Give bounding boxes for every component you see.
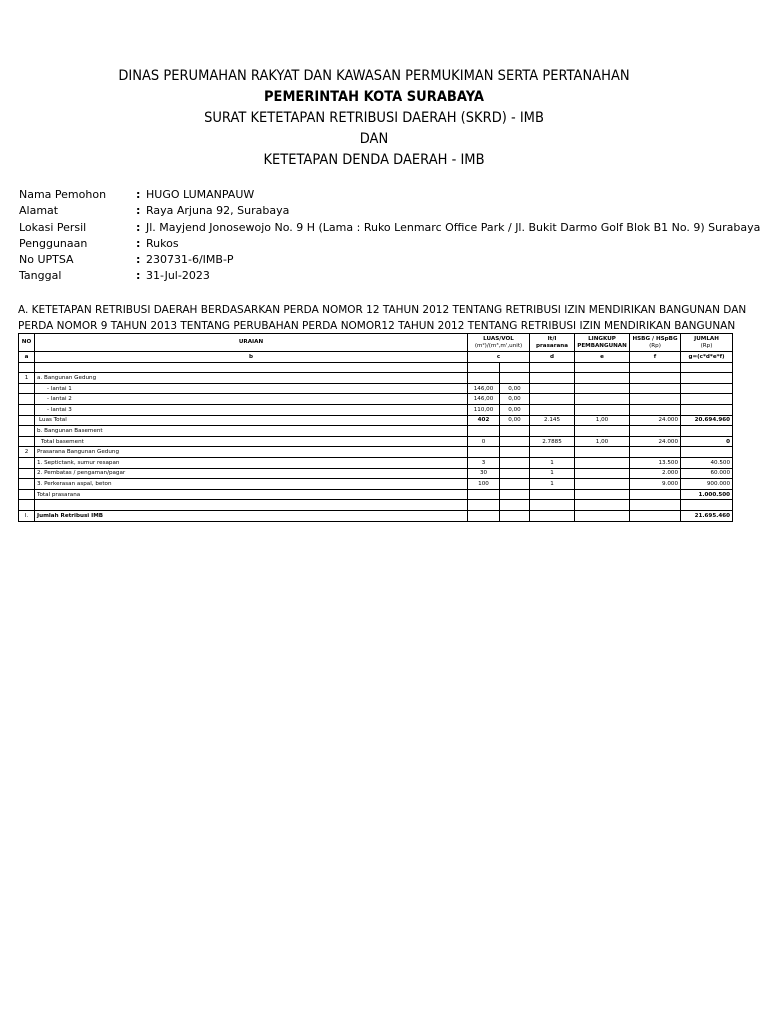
cell-c2	[500, 479, 530, 490]
header-jumlah	[681, 334, 733, 352]
cell-g	[681, 362, 733, 373]
header-hsbg-sub: (Rp)	[649, 342, 661, 349]
cell-d	[530, 447, 575, 458]
cell-no	[19, 500, 35, 511]
cell-d	[530, 362, 575, 373]
cell-f	[630, 426, 681, 437]
header-luas-unit: (m²)/(m³,m',unit)	[474, 342, 523, 349]
cell-c2	[500, 373, 530, 384]
info-label: Tanggal	[19, 269, 62, 283]
cell-no	[19, 489, 35, 500]
cell-e	[575, 447, 630, 458]
cell-uraian	[35, 362, 468, 373]
table-row	[19, 500, 733, 511]
document-title: SURAT KETETAPAN RETRIBUSI DAERAH (SKRD) - IMB	[204, 110, 544, 126]
section-a-line2: PERDA NOMOR 9 TAHUN 2013 TENTANG PERUBAHAN PERDA NOMOR12 TAHUN 2012 TENTANG RETRIBUSI IZIN MENDIRIKAN BANGUNAN	[18, 320, 736, 332]
cell-e	[575, 383, 630, 394]
letter-g: g=(c*d*e*f)	[681, 352, 733, 363]
cell-c1	[468, 373, 500, 384]
header-lingkup-sub: PEMBANGUNAN	[577, 342, 627, 349]
cell-no	[19, 362, 35, 373]
header-uraian: URAIAN	[35, 334, 468, 352]
conjunction: DAN	[359, 131, 389, 147]
table-row	[19, 383, 733, 394]
letter-a: a	[19, 352, 35, 363]
cell-c1: 146,00	[468, 394, 500, 405]
cell-c1	[468, 426, 500, 437]
cell-no: 1	[19, 373, 35, 384]
cell-uraian: 2. Pembatas / pengaman/pagar	[35, 468, 468, 479]
cell-uraian: Total basement	[35, 436, 468, 447]
table-row	[19, 468, 733, 479]
info-colon: :	[136, 220, 141, 234]
cell-f: 13.500	[630, 457, 681, 468]
cell-uraian: a. Bangunan Gedung	[35, 373, 468, 384]
cell-no	[19, 404, 35, 415]
cell-g: 21.695.460	[681, 510, 733, 521]
cell-f: 24.000	[630, 415, 681, 426]
cell-d: 1	[530, 468, 575, 479]
cell-c2	[500, 457, 530, 468]
header-jumlah-sub: (Rp)	[700, 342, 713, 349]
cell-no	[19, 394, 35, 405]
cell-e	[575, 489, 630, 500]
cell-c1: 0	[468, 436, 500, 447]
cell-g	[681, 394, 733, 405]
table-row	[19, 457, 733, 468]
info-row-alamat	[19, 203, 760, 219]
header-luas	[468, 334, 530, 352]
header-jumlah-label: JUMLAH	[694, 335, 719, 342]
cell-uraian: 3. Perkerasan aspal, beton	[35, 479, 468, 490]
cell-c2	[500, 510, 530, 521]
header-no: NO	[19, 334, 35, 352]
cell-c1	[468, 510, 500, 521]
table-body	[19, 362, 733, 521]
cell-d: 2.7885	[530, 436, 575, 447]
cell-c2	[500, 468, 530, 479]
cell-c1: 30	[468, 468, 500, 479]
cell-d	[530, 500, 575, 511]
cell-uraian: Prasarana Bangunan Gedung	[35, 447, 468, 458]
cell-f	[630, 383, 681, 394]
info-label: Alamat	[19, 204, 59, 218]
cell-c2: 0,00	[500, 404, 530, 415]
cell-no	[19, 457, 35, 468]
cell-e	[575, 362, 630, 373]
info-row-lokasi	[19, 220, 760, 236]
cell-g: 900.000	[681, 479, 733, 490]
table-row	[19, 426, 733, 437]
info-value: Rukos	[146, 236, 179, 250]
cell-uraian: Total prasarana	[35, 489, 468, 500]
cell-c2	[500, 500, 530, 511]
cell-no	[19, 383, 35, 394]
header-luas-label: LUAS/VOL	[483, 335, 514, 342]
letter-b: b	[35, 352, 468, 363]
info-label: Penggunaan	[19, 236, 88, 250]
cell-no: 2	[19, 447, 35, 458]
cell-e	[575, 479, 630, 490]
cell-d	[530, 394, 575, 405]
cell-c2	[500, 489, 530, 500]
cell-g: 1.000.500	[681, 489, 733, 500]
table-row	[19, 394, 733, 405]
cell-d	[530, 383, 575, 394]
section-a-line1: A. KETETAPAN RETRIBUSI DAERAH BERDASARKAN PERDA NOMOR 12 TAHUN 2012 TENTANG RETRIBUSI IZIN MENDIRIKAN BANGUNAN DAN	[18, 304, 747, 316]
table-row	[19, 373, 733, 384]
cell-e	[575, 457, 630, 468]
cell-f	[630, 489, 681, 500]
cell-e	[575, 510, 630, 521]
info-colon: :	[136, 188, 141, 201]
cell-c1: 110,00	[468, 404, 500, 415]
table-row	[19, 489, 733, 500]
cell-e	[575, 500, 630, 511]
cell-g	[681, 404, 733, 415]
cell-f	[630, 404, 681, 415]
cell-f	[630, 373, 681, 384]
info-value: HUGO LUMANPAUW	[146, 188, 255, 201]
info-row-uptsa	[19, 252, 760, 268]
info-value: 230731-6/IMB-P	[146, 253, 234, 267]
cell-no	[19, 436, 35, 447]
cell-c1	[468, 500, 500, 511]
info-label: Nama Pemohon	[19, 188, 107, 201]
header-it-sub: prasarana	[536, 342, 568, 349]
table-row	[19, 447, 733, 458]
cell-f	[630, 500, 681, 511]
table-row	[19, 415, 733, 426]
header-it-label: It/I	[547, 335, 557, 342]
header-lingkup	[575, 334, 630, 352]
info-value: 31-Jul-2023	[146, 269, 210, 283]
cell-no	[19, 426, 35, 437]
cell-f	[630, 394, 681, 405]
cell-e	[575, 404, 630, 415]
table-header-row	[19, 334, 733, 352]
section-a-heading	[18, 302, 748, 334]
cell-g	[681, 426, 733, 437]
document-subtitle: KETETAPAN DENDA DAERAH - IMB	[263, 152, 485, 168]
cell-f	[630, 510, 681, 521]
table-row	[19, 436, 733, 447]
cell-c1: 3	[468, 457, 500, 468]
cell-g	[681, 500, 733, 511]
cell-g	[681, 383, 733, 394]
header-hsbg-label: HSBG / HSpBG	[632, 335, 678, 342]
cell-c2	[500, 447, 530, 458]
cell-uraian	[35, 500, 468, 511]
header-lingkup-label: LINGKUP	[588, 335, 616, 342]
cell-d	[530, 510, 575, 521]
letter-c: c	[468, 352, 530, 363]
info-row-tanggal	[19, 268, 760, 284]
cell-d: 2.145	[530, 415, 575, 426]
cell-g: 40.500	[681, 457, 733, 468]
cell-c1: 146,00	[468, 383, 500, 394]
info-value: Jl. Mayjend Jonosewojo No. 9 H (Lama : Ruko Lenmarc Office Park / Jl. Bukit Darmo Golf Blok B1 No. 9) Surabaya	[146, 220, 761, 234]
cell-c1	[468, 447, 500, 458]
cell-uraian: 1. Septictank, sumur resapan	[35, 457, 468, 468]
cell-d	[530, 426, 575, 437]
header-it	[530, 334, 575, 352]
table-row	[19, 362, 733, 373]
cell-c1: 402	[468, 415, 500, 426]
cell-f: 9.000	[630, 479, 681, 490]
table-row	[19, 404, 733, 415]
info-row-penggunaan	[19, 236, 760, 252]
document-header	[0, 66, 748, 171]
cell-e	[575, 426, 630, 437]
cell-c2	[500, 436, 530, 447]
cell-no	[19, 479, 35, 490]
cell-uraian: Luas Total	[35, 415, 468, 426]
cell-g	[681, 447, 733, 458]
cell-f	[630, 447, 681, 458]
cell-c1: 100	[468, 479, 500, 490]
cell-uraian: - lantai 1	[35, 383, 468, 394]
cell-d	[530, 489, 575, 500]
info-colon: :	[136, 269, 141, 283]
cell-c2: 0,00	[500, 415, 530, 426]
cell-d: 1	[530, 479, 575, 490]
cell-c2: 0,00	[500, 394, 530, 405]
info-label: Lokasi Persil	[19, 220, 87, 234]
cell-d	[530, 373, 575, 384]
cell-c2	[500, 362, 530, 373]
letter-f: f	[630, 352, 681, 363]
agency-title: DINAS PERUMAHAN RAKYAT DAN KAWASAN PERMUKIMAN SERTA PERTANAHAN	[118, 68, 630, 84]
cell-g	[681, 373, 733, 384]
cell-c1	[468, 489, 500, 500]
letter-d: d	[530, 352, 575, 363]
header-hsbg	[630, 334, 681, 352]
cell-uraian: - lantai 2	[35, 394, 468, 405]
cell-uraian: b. Bangunan Basement	[35, 426, 468, 437]
cell-d	[530, 404, 575, 415]
table-letter-row	[19, 352, 733, 363]
info-colon: :	[136, 236, 141, 250]
cell-f: 24.000	[630, 436, 681, 447]
info-value: Raya Arjuna 92, Surabaya	[146, 204, 290, 218]
cell-no	[19, 415, 35, 426]
cell-no: I.	[19, 510, 35, 521]
info-colon: :	[136, 204, 141, 218]
cell-e	[575, 373, 630, 384]
cell-c2: 0,00	[500, 383, 530, 394]
cell-g: 20.694.960	[681, 415, 733, 426]
info-label: No UPTSA	[19, 253, 74, 267]
table-row	[19, 479, 733, 490]
cell-e: 1,00	[575, 436, 630, 447]
cell-e	[575, 394, 630, 405]
cell-uraian: Jumlah Retribusi IMB	[35, 510, 468, 521]
cell-e: 1,00	[575, 415, 630, 426]
cell-uraian: - lantai 3	[35, 404, 468, 415]
info-colon: :	[136, 253, 141, 267]
cell-f	[630, 362, 681, 373]
info-row-nama	[19, 187, 760, 203]
letter-e: e	[575, 352, 630, 363]
cell-c1	[468, 362, 500, 373]
cell-e	[575, 468, 630, 479]
applicant-info	[19, 187, 760, 285]
government-title: PEMERINTAH KOTA SURABAYA	[263, 89, 485, 105]
cell-d: 1	[530, 457, 575, 468]
cell-no	[19, 468, 35, 479]
cell-g: 60.000	[681, 468, 733, 479]
cell-c2	[500, 426, 530, 437]
cell-g: 0	[681, 436, 733, 447]
cell-f: 2.000	[630, 468, 681, 479]
table-row	[19, 510, 733, 521]
retribution-table	[18, 333, 733, 522]
